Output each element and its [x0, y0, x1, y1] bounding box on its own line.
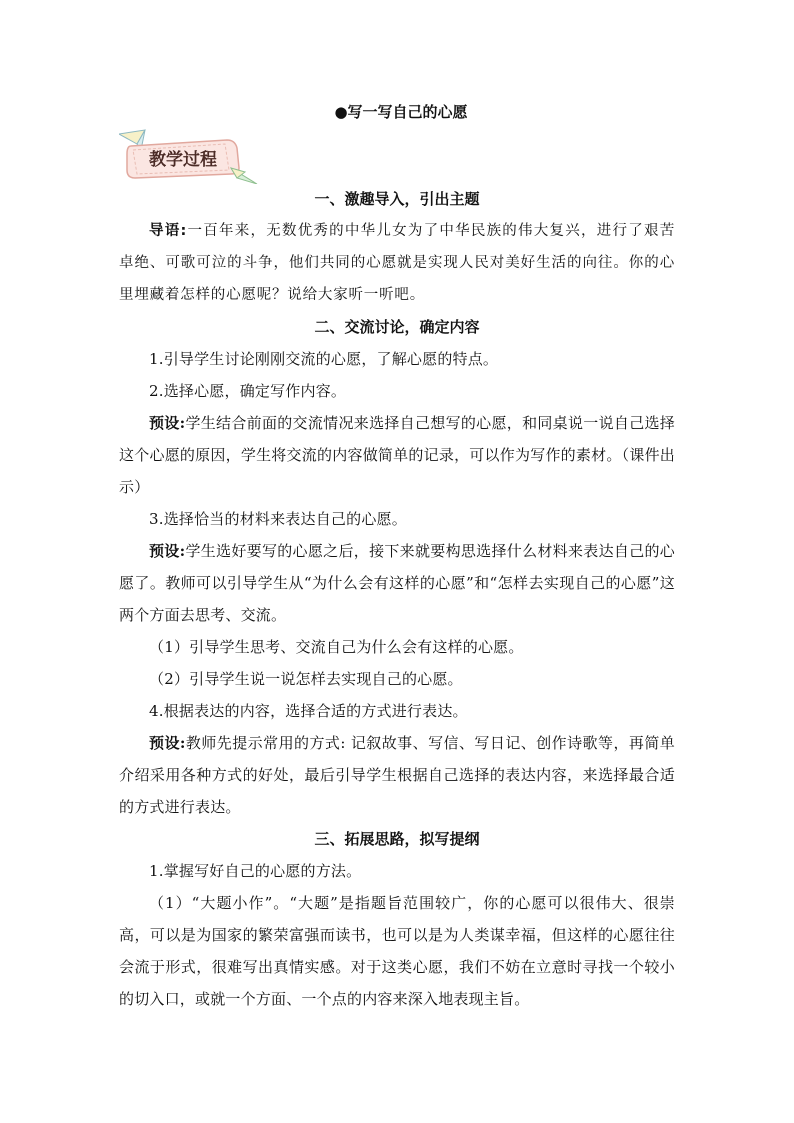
list-item: 4.根据表达的内容，选择合适的方式进行表达。 — [149, 702, 468, 720]
preset-paragraph — [119, 407, 675, 503]
sub-item: （1）引导学生思考、交流自己为什么会有这样的心愿。 — [149, 638, 524, 656]
document-content — [119, 98, 675, 1015]
preset-text: 学生结合前面的交流情况来选择自己想写的心愿，和同桌说一说自己选择这个心愿的原因，学生将交流的内容做简单的记录，可以作为写作的素材。（课件出示） — [119, 414, 675, 496]
intro-text: 一百年来，无数优秀的中华儿女为了中华民族的伟大复兴，进行了艰苦卓绝、可歌可泣的斗争，他们共同的心愿就是实现人民对美好生活的向往。你的心里埋藏着怎样的心愿呢？说给大家听一听吧。 — [119, 223, 675, 303]
list-item: 1.掌握写好自己的心愿的方法。 — [149, 862, 362, 880]
preset-text: 学生选好要写的心愿之后，接下来就要构思选择什么材料来表达自己的心愿了。教师可以引导学生从“为什么会有这样的心愿”和“怎样去实现自己的心愿”这两个方面去思考、交流。 — [119, 542, 675, 624]
banner-spacer — [119, 126, 675, 183]
preset-paragraph — [119, 727, 675, 823]
section-heading-3: 三、拓展思路，拟写提纲 — [314, 830, 480, 848]
section-heading-1: 一、激趣导入，引出主题 — [314, 190, 480, 208]
intro-paragraph — [119, 215, 675, 311]
preset-keyword: 预设: — [149, 734, 186, 752]
preset-paragraph — [119, 535, 675, 631]
preset-keyword: 预设: — [149, 542, 186, 560]
list-item: 3.选择恰当的材料来表达自己的心愿。 — [149, 510, 407, 528]
banner-label: 教学过程 — [149, 150, 217, 170]
list-item: 1.引导学生讨论刚刚交流的心愿，了解心愿的特点。 — [149, 350, 499, 368]
document-title: ●写一写自己的心愿 — [334, 103, 468, 121]
list-item: 2.选择心愿，确定写作内容。 — [149, 382, 347, 400]
sub-item: （2）引导学生说一说怎样去实现自己的心愿。 — [149, 670, 463, 688]
preset-text: 教师先提示常用的方式: 记叙故事、写信、写日记、创作诗歌等，再简单介绍采用各种方式的好处，最后引导学生根据自己选择的表达内容，来选择最合适的方式进行表达。 — [119, 734, 675, 816]
preset-keyword: 预设: — [149, 414, 186, 432]
intro-keyword: 导语: — [149, 223, 188, 239]
section-heading-2: 二、交流讨论，确定内容 — [314, 318, 480, 336]
sub-item: （1）“大题小作”。“大题”是指题旨范围较广，你的心愿可以很伟大、很崇高，可以是为国家的繁荣富强而读书，也可以是为人类谋幸福，但这样的心愿往往会流于形式，很难写出真情实感。对于这类心愿，我们不妨在立意时寻找一个较小的切入口，或就一个方面、一个点的内容来深入地表现主旨。 — [119, 894, 675, 1008]
